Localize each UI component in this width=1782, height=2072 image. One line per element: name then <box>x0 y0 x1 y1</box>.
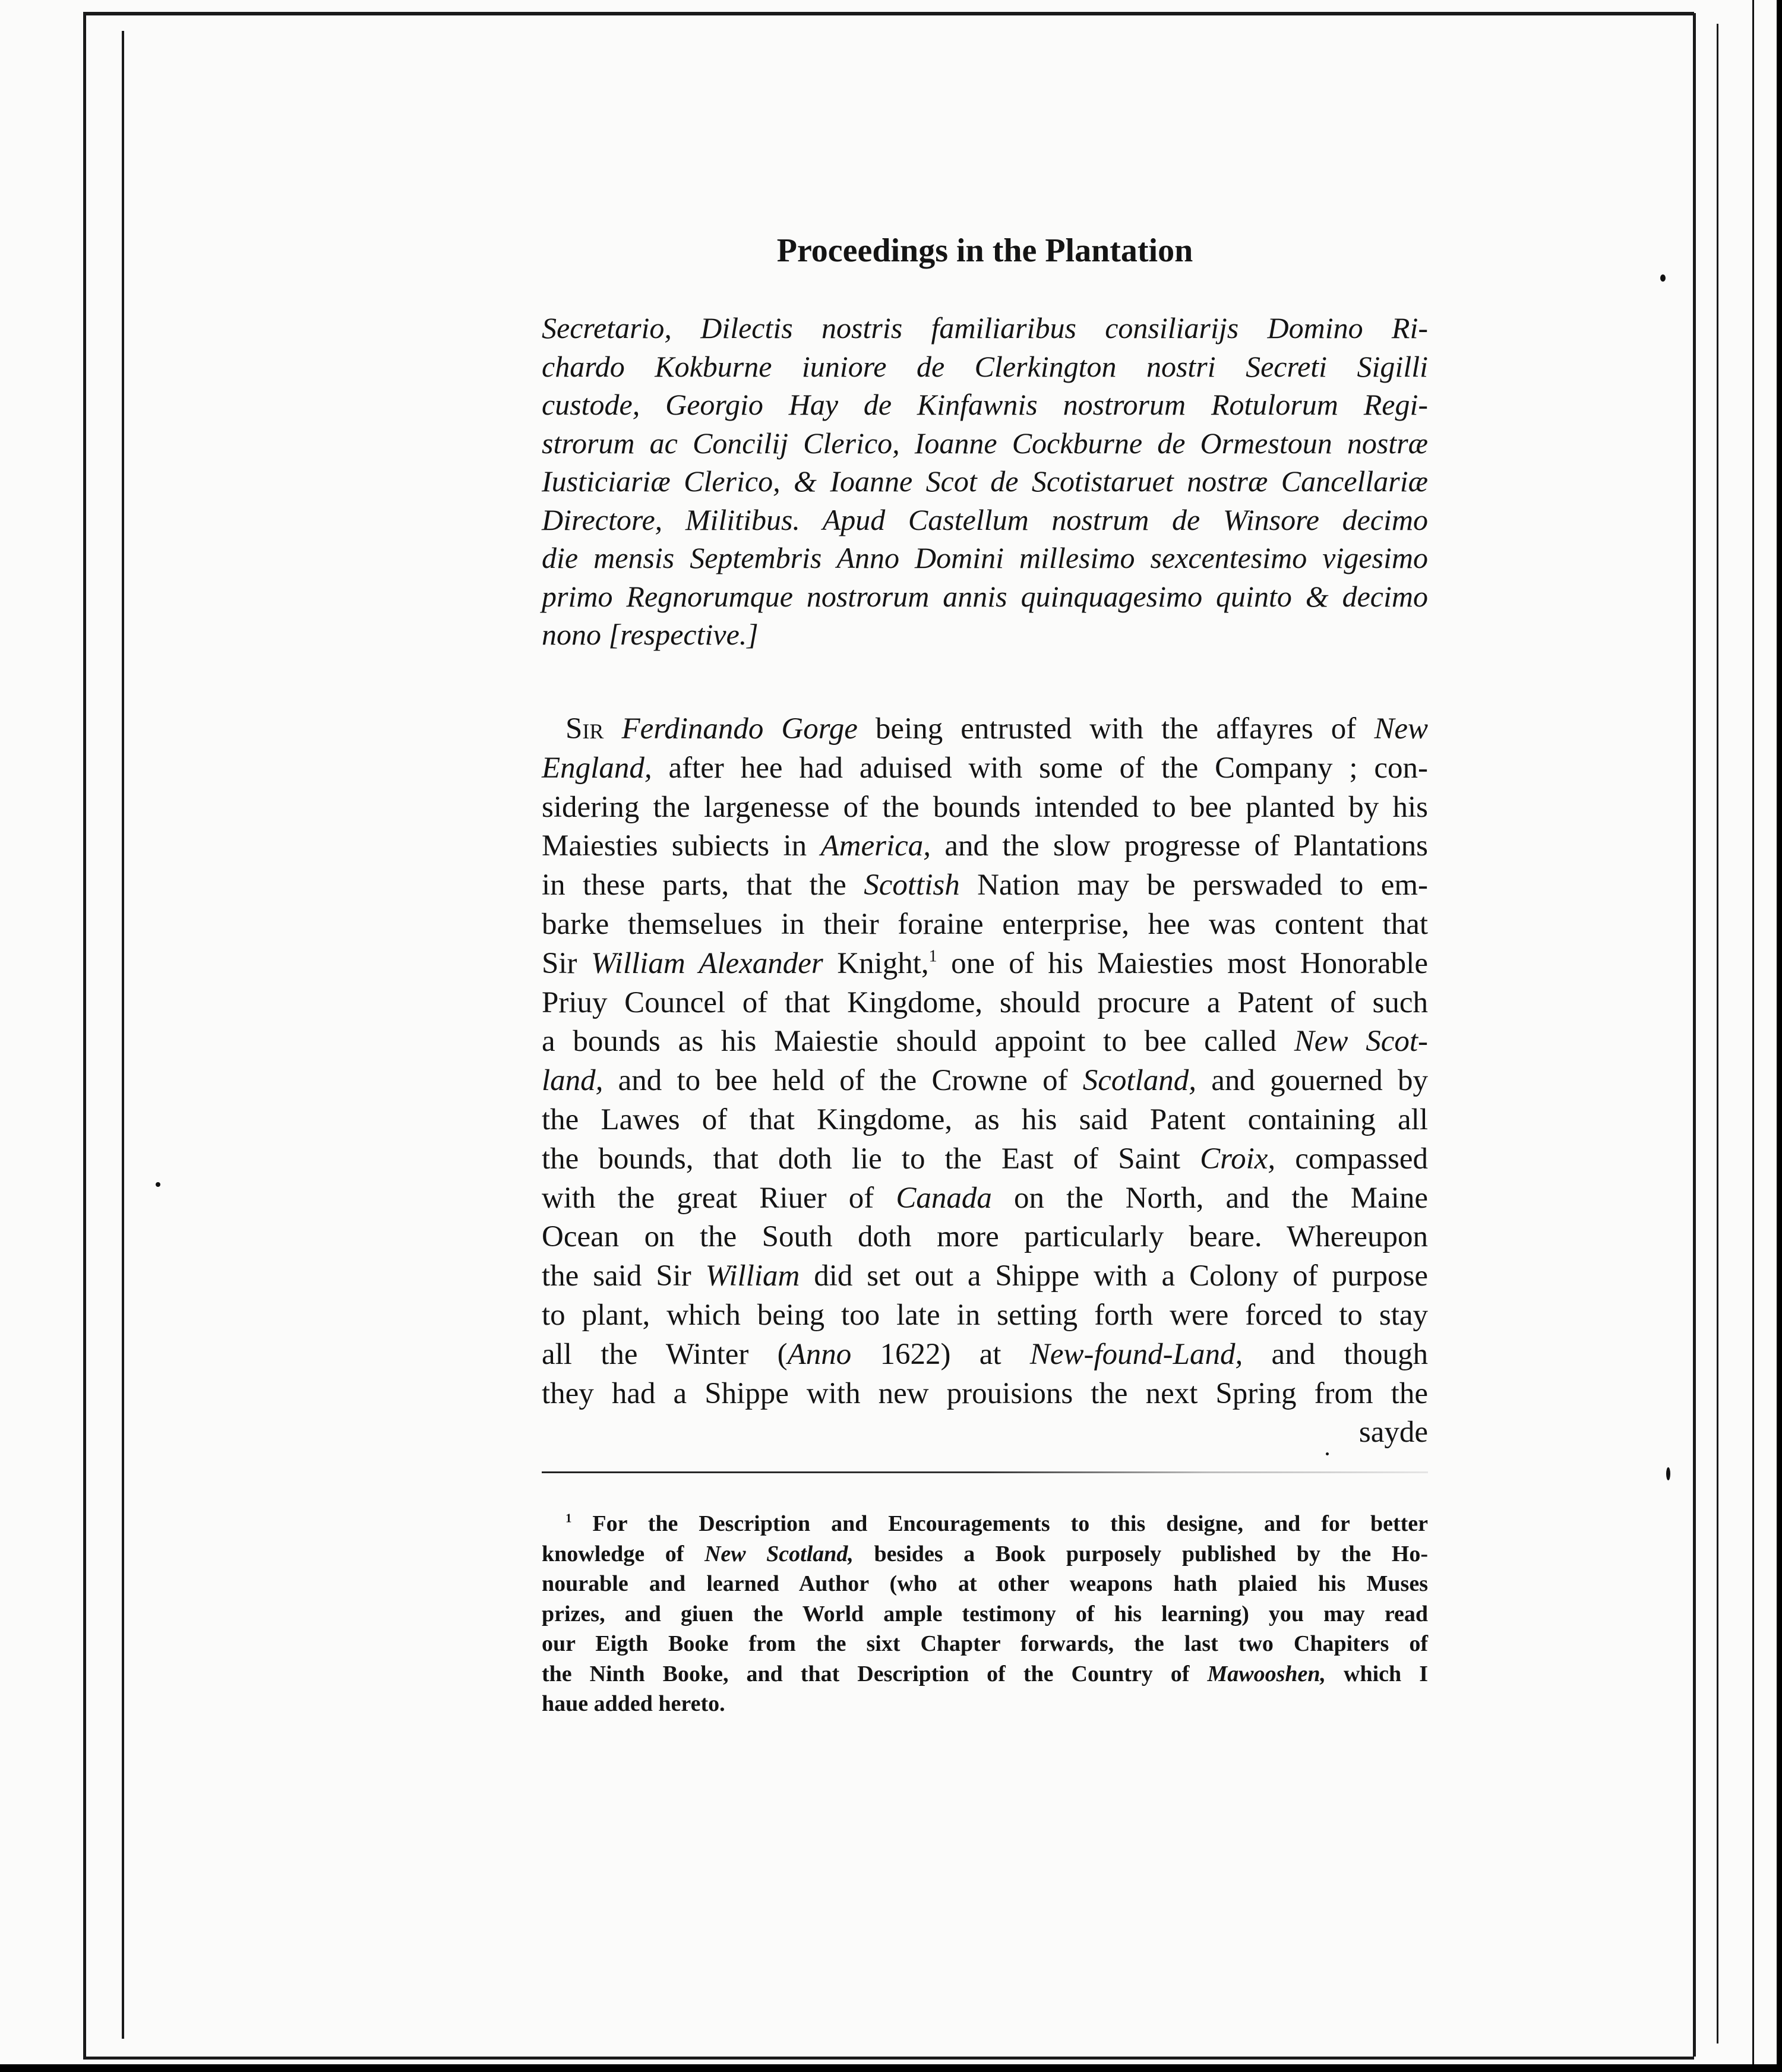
footnote-line: nourable and learned Author (who at other weapons hath plaied his Muses <box>542 1571 1428 1596</box>
body-text: Maiesties subiects in <box>542 829 821 863</box>
body-line <box>542 827 1428 866</box>
latin-line: chardo Kokburne iuniore de Clerkington nostri Secreti Sigilli <box>542 349 1428 383</box>
body-line <box>542 1062 1428 1101</box>
body-text: and to bee held of the Crowne of <box>603 1064 1083 1098</box>
body-line <box>542 710 1428 749</box>
body-name: William Alexander <box>590 946 823 980</box>
latin-line: nono [respective.] <box>542 618 759 651</box>
scan-speck <box>1666 1467 1670 1480</box>
body-text: 1622) at <box>851 1337 1030 1371</box>
body-text: Nation may be perswaded to em- <box>959 868 1428 902</box>
body-line: Ocean on the South doth more particularly beare. Whereupon <box>542 1220 1428 1254</box>
body-place: America, <box>820 829 931 863</box>
footnote-ref: 1 <box>928 947 937 966</box>
body-sir: Sir <box>565 712 604 746</box>
footnote-line <box>542 1659 1428 1689</box>
footnote-line <box>542 1509 1428 1539</box>
page-edge-bottom <box>83 2057 1694 2060</box>
body-text: and gouerned by <box>1196 1064 1428 1098</box>
body-text: did set out a Shippe with a Colony of purpose <box>800 1259 1428 1293</box>
body-line <box>542 1022 1428 1062</box>
footnote-line <box>542 1539 1428 1569</box>
body-text: on the North, and the Maine <box>991 1181 1428 1215</box>
latin-line: die mensis Septembris Anno Domini millesimo sexcentesimo vigesimo <box>542 541 1428 574</box>
body-line <box>542 866 1428 905</box>
footnote <box>542 1509 1428 1719</box>
body-line <box>542 1335 1428 1375</box>
latin-line: Directore, Militibus. Apud Castellum nostrum de Winsore decimo <box>542 503 1428 536</box>
body-text: in these parts, that the <box>542 868 864 902</box>
scan-speck <box>156 1182 160 1187</box>
latin-line: primo Regnorumque nostrorum annis quinquagesimo quinto & decimo <box>542 579 1428 613</box>
body-line <box>542 1140 1428 1179</box>
body-name: Ferdinando Gorge <box>621 712 858 746</box>
body-text: the bounds, that doth lie to the East of Saint <box>542 1142 1200 1176</box>
body-place: land, <box>542 1064 604 1098</box>
footnote-text: besides a Book purposely published by the Ho- <box>853 1541 1429 1566</box>
body-text: the said Sir <box>542 1259 706 1293</box>
page-edge-top <box>83 12 1694 15</box>
next-page-sliver <box>1752 0 1777 2064</box>
body-text: one of his Maiesties most Honorable <box>937 946 1428 980</box>
body-line: they had a Shippe with new prouisions the next Spring from the <box>542 1376 1428 1410</box>
body-text: Knight, <box>823 946 929 980</box>
body-place: New <box>1374 712 1428 746</box>
body-line: the Lawes of that Kingdome, as his said Patent containing all <box>542 1103 1428 1136</box>
body-line <box>542 1257 1428 1296</box>
body-place: New-found-Land, <box>1029 1337 1243 1371</box>
latin-line: strorum ac Concilij Clerico, Ioanne Cockburne de Ormestoun nostræ <box>542 426 1428 460</box>
footnote-text: knowledge of <box>542 1541 704 1566</box>
body-text: being entrusted with the affayres of <box>857 712 1375 746</box>
footnote-text: which I <box>1326 1661 1428 1686</box>
body-text: a bounds as his Maiestie should appoint to bee called <box>542 1025 1294 1059</box>
footnote-place: New Scotland, <box>704 1541 854 1566</box>
body-text: and though <box>1243 1337 1429 1371</box>
footnote-place: Mawooshen, <box>1207 1661 1326 1686</box>
footnote-text: the Ninth Booke, and that Description of the Country of <box>542 1661 1208 1686</box>
body-text: all the Winter ( <box>542 1337 788 1371</box>
body-line <box>542 749 1428 788</box>
latin-line: Iusticiariæ Clerico, & Ioanne Scot de Scotistaruet nostræ Cancellariæ <box>542 465 1428 498</box>
body-place: England, <box>542 751 652 785</box>
footnote-line: our Eigth Booke from the sixt Chapter forwards, the last two Chapiters of <box>542 1631 1428 1656</box>
body-text: after hee had aduised with some of the Company ; con- <box>652 751 1428 785</box>
footnote-marker: 1 <box>565 1511 572 1525</box>
page-edge-left-inner <box>122 31 124 2039</box>
body-text: and the slow progresse of Plantations <box>931 829 1429 863</box>
body-text: compassed <box>1275 1142 1428 1176</box>
body-line <box>542 1179 1428 1218</box>
body-place: Scotland, <box>1082 1064 1197 1098</box>
footnote-line: prizes, and giuen the World ample testimony of his learning) you may read <box>542 1601 1428 1626</box>
body-paragraph <box>542 710 1428 1452</box>
body-line: to plant, which being too late in setting forth were forced to stay <box>542 1298 1428 1332</box>
page-edge-right-inner <box>1717 24 1718 2043</box>
page-edge-right <box>1693 13 1696 2057</box>
latin-line: Secretario, Dilectis nostris familiaribus consiliarijs Domino Ri- <box>542 311 1428 345</box>
scan-speck <box>1326 1452 1329 1455</box>
catchword: sayde <box>1358 1416 1428 1449</box>
footnote-rule <box>542 1471 1428 1473</box>
running-head: Proceedings in the Plantation <box>776 232 1193 269</box>
body-place: Canada <box>896 1181 992 1215</box>
body-name: William <box>705 1259 800 1293</box>
body-line <box>542 945 1428 984</box>
body-anno: Anno <box>787 1337 852 1371</box>
body-place: New Scot- <box>1294 1025 1428 1059</box>
latin-line: custode, Georgio Hay de Kinfawnis nostrorum Rotulorum Regi- <box>542 388 1428 421</box>
body-place: Croix, <box>1200 1142 1276 1176</box>
footnote-text: For the Description and Encouragements to this designe, and for better <box>571 1511 1428 1536</box>
body-line: barke themselues in their foraine enterprise, hee was content that <box>542 907 1428 941</box>
body-line: sidering the largenesse of the bounds intended to bee planted by his <box>542 790 1428 824</box>
body-line: Priuy Councel of that Kingdome, should procure a Patent of such <box>542 986 1428 1019</box>
footnote-line: haue added hereto. <box>542 1691 725 1716</box>
page-edge-left <box>83 13 86 2057</box>
body-text: with the great Riuer of <box>542 1181 896 1215</box>
scan-speck <box>1660 274 1666 282</box>
latin-passage <box>542 309 1428 654</box>
body-text: Sir <box>542 946 591 980</box>
body-nation: Scottish <box>864 868 960 902</box>
